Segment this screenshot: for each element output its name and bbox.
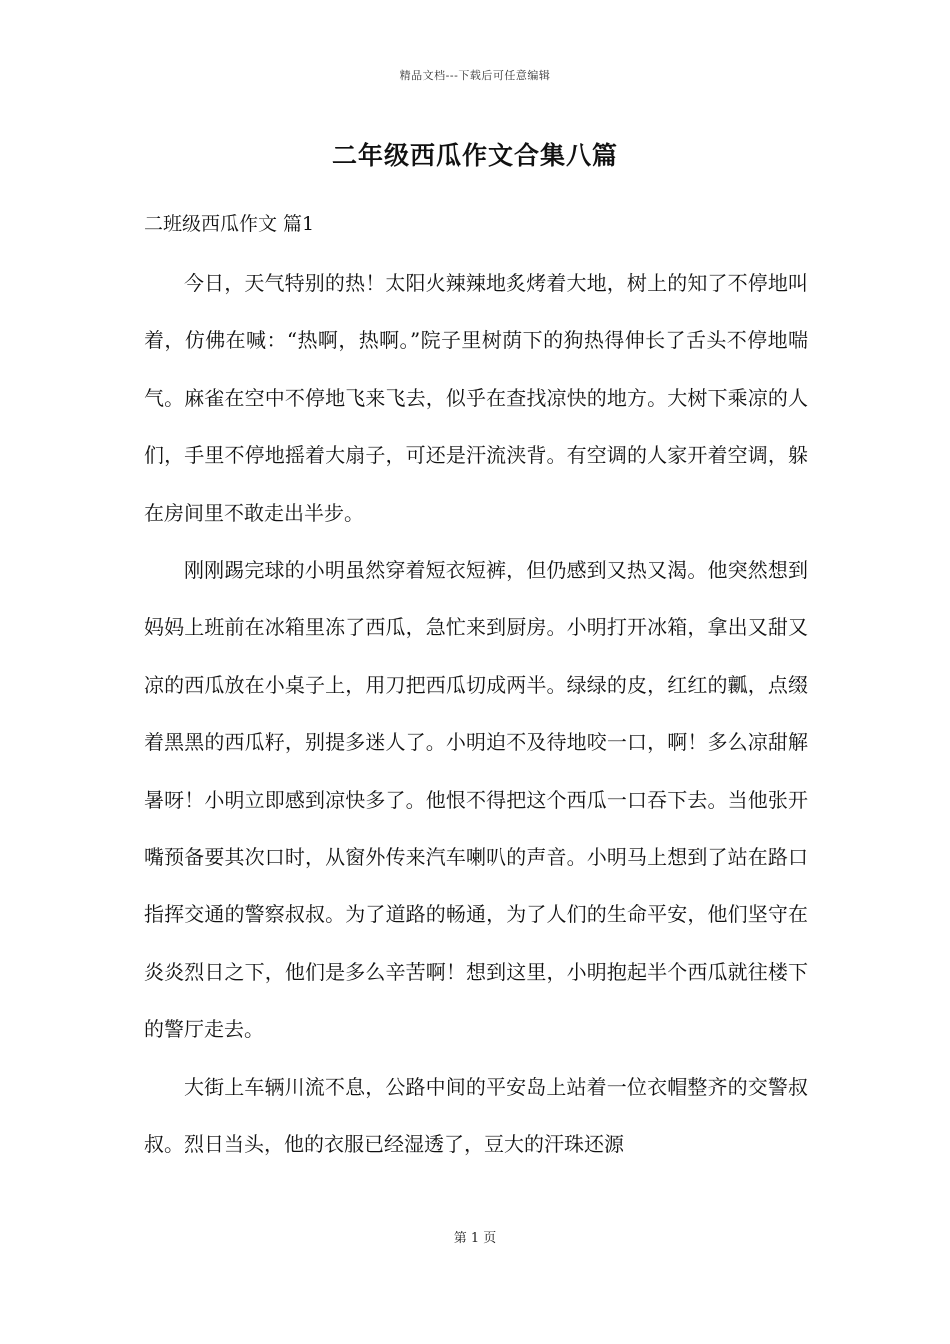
paragraph: 今日，天气特别的热！太阳火辣辣地炙烤着大地，树上的知了不停地叫着，仿佛在喊：“热啊，热啊。”院子里树荫下的狗热得伸长了舌头不停地喘气。麻雀在空中不停地飞来飞去，似乎在查找凉快的地方。大树下乘凉的人们，手里不停地摇着大扇子，可还是汗流浃背。有空调的人家开着空调，躲在房间里不敢走出半步。	[144, 271, 808, 525]
section-heading: 二班级西瓜作文 篇1	[144, 213, 315, 235]
paragraph: 刚刚踢完球的小明虽然穿着短衣短裤，但仍感到又热又渴。他突然想到妈妈上班前在冰箱里冻了西瓜，急忙来到厨房。小明打开冰箱，拿出又甜又凉的西瓜放在小桌子上，用刀把西瓜切成两半。绿绿的皮，红红的瓤，点缀着黑黑的西瓜籽，别提多迷人了。小明迫不及待地咬一口，啊！多么凉甜解暑呀！小明立即感到凉快多了。他恨不得把这个西瓜一口吞下去。当他张开嘴预备要其次口时，从窗外传来汽车喇叭的声音。小明马上想到了站在路口指挥交通的警察叔叔。为了道路的畅通，为了人们的生命平安，他们坚守在炎炎烈日之下，他们是多么辛苦啊！想到这里，小明抱起半个西瓜就往楼下的警厅走去。	[144, 558, 808, 1042]
page-header: 精品文档---下载后可任意编辑	[399, 69, 551, 82]
article-body	[144, 255, 808, 1174]
paragraph: 大街上车辆川流不息，公路中间的平安岛上站着一位衣帽整齐的交警叔叔。烈日当头，他的衣服已经湿透了，豆大的汗珠还源	[144, 1074, 808, 1157]
page-number: 第 1 页	[453, 1231, 497, 1246]
document-title: 二年级西瓜作文合集八篇	[331, 141, 618, 170]
